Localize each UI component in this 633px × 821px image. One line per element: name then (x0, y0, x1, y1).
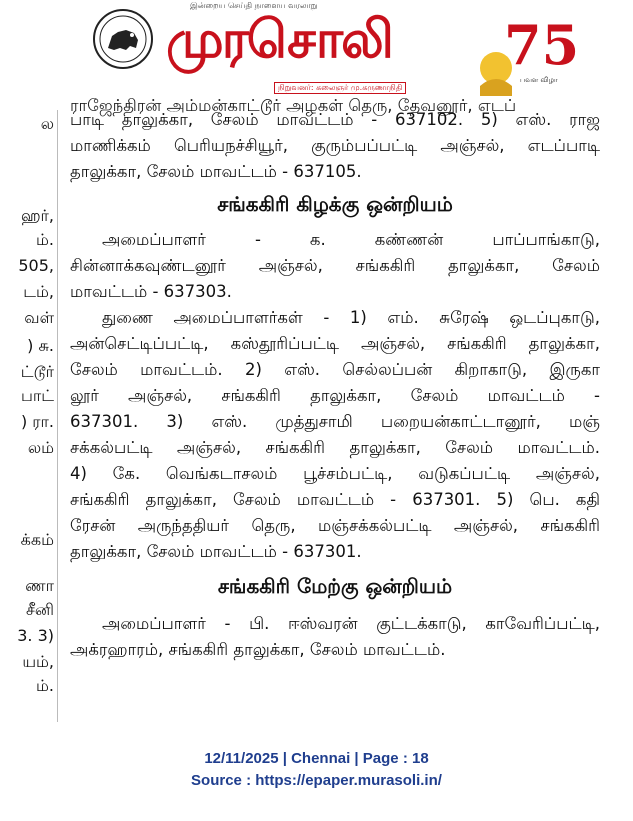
page-footer (0, 748, 633, 792)
article-line: சக்கல்பட்டி அஞ்சல், சங்ககிரி தாலுக்கா, சேலம் மாவட்டம். (70, 438, 600, 457)
anniversary-75-logo (470, 6, 580, 96)
article-line: அக்ரஹாரம், சங்ககிரி தாலுக்கா, சேலம் மாவட்டம். (70, 640, 446, 659)
adjacent-column-fragment: 3. 3) (17, 626, 54, 645)
column-divider (57, 110, 58, 722)
adjacent-column-fragment: ல (40, 114, 54, 133)
article-line: ரேசன் அருந்ததியர் தெரு, மஞ்சக்கல்பட்டி அஞ்சல், சங்ககிரி (70, 516, 600, 535)
masthead-tagline: இன்றைய செய்தி நாளைய வரலாறு (190, 1, 318, 10)
adjacent-column-fragment: ஹர், (20, 206, 54, 225)
article-line: பாடி தாலுக்கா, சேலம் மாவட்டம் - 637102. 5) எஸ். ராஜ (70, 110, 600, 129)
article-line: 637301. 3) எஸ். முத்துசாமி பறையன்காட்டானூர், மஞ் (70, 412, 600, 431)
adjacent-column-fragments (0, 110, 54, 722)
article-line: சின்னாக்கவுண்டனூர் அஞ்சல், சங்ககிரி தாலுக்கா, சேலம் (70, 256, 600, 275)
adjacent-column-fragment: யம், (22, 652, 54, 671)
adjacent-column-fragment: லம் (27, 438, 54, 457)
article-cutoff-line: ராஜேந்திரன் அம்மன்காட்டூர் அழகள் தெரு, தேவனூர், எடப் (70, 96, 517, 115)
article-line: அன்செட்டிப்பட்டி, கஸ்தூரிப்பட்டி அஞ்சல், சங்ககிரி தாலுக்கா, (70, 334, 600, 353)
source-link[interactable]: Source : https://epaper.murasoli.in/ (191, 772, 442, 789)
article-line: அமைப்பாளர் - பி. ஈஸ்வரன் குட்டக்காடு, காவேரிப்பட்டி, (102, 614, 600, 633)
article-line: அமைப்பாளர் - க. கண்ணன் பாப்பாங்காடு, (102, 230, 600, 249)
edition-info: 12/11/2025 | Chennai | Page : 18 (204, 750, 429, 767)
adjacent-column-fragment: ம். (36, 230, 54, 249)
adjacent-column-fragment: வள் (24, 308, 54, 327)
newspaper-title: முரசொலி (166, 10, 392, 70)
article-line: தாலுக்கா, சேலம் மாவட்டம் - 637105. (70, 162, 362, 181)
adjacent-column-fragment: ட்டூர் (20, 362, 54, 381)
adjacent-column-fragment: ) ரா. (20, 412, 54, 431)
section-heading-west: சங்ககிரி மேற்கு ஒன்றியம் (217, 574, 453, 598)
article-line: சேலம் மாவட்டம். 2) எஸ். செல்லப்பன் கிறாகாடு, இருகா (70, 360, 600, 379)
article-line: லூர் அஞ்சல், சங்ககிரி தாலுக்கா, சேலம் மாவட்டம் - (70, 386, 600, 405)
article-line: மாவட்டம் - 637303. (70, 282, 232, 301)
adjacent-column-fragment: ) சு. (27, 336, 54, 355)
adjacent-column-fragment: பாட் (21, 386, 54, 405)
anniversary-label: பவள விழா (520, 76, 558, 84)
article-line: 4) கே. வெங்கடாசலம் பூச்சம்பட்டி, வடுகப்பட்டி அஞ்சல், (70, 464, 600, 483)
masthead (0, 0, 633, 104)
article-line: சங்ககிரி தாலுக்கா, சேலம் மாவட்டம் - 637301. 5) பெ. கதி (70, 490, 600, 509)
article-line: மாணிக்கம் பெரியநச்சியூர், குரும்பப்பட்டி அஞ்சல், எடப்பாடி (70, 136, 600, 155)
section-heading-east: சங்ககிரி கிழக்கு ஒன்றியம் (217, 192, 453, 216)
article-line: துணை அமைப்பாளர்கள் - 1) எம். சுரேஷ் ஒடப்புகாடு, (102, 308, 600, 327)
article-line: தாலுக்கா, சேலம் மாவட்டம் - 637301. (70, 542, 362, 561)
adjacent-column-fragment: சீனி (26, 600, 54, 619)
adjacent-column-fragment: ம். (36, 676, 54, 695)
adjacent-column-fragment: ணா (25, 576, 54, 595)
adjacent-column-fragment: க்கம் (20, 530, 54, 549)
lion-emblem-icon (92, 8, 154, 70)
adjacent-column-fragment: டம், (23, 282, 54, 301)
masthead-subtitle: நிறுவனர்: கலைஞர் மு.கருணாநிதி (274, 82, 406, 94)
anniversary-number: 75 (504, 13, 580, 77)
adjacent-column-fragment: 505, (18, 256, 54, 275)
